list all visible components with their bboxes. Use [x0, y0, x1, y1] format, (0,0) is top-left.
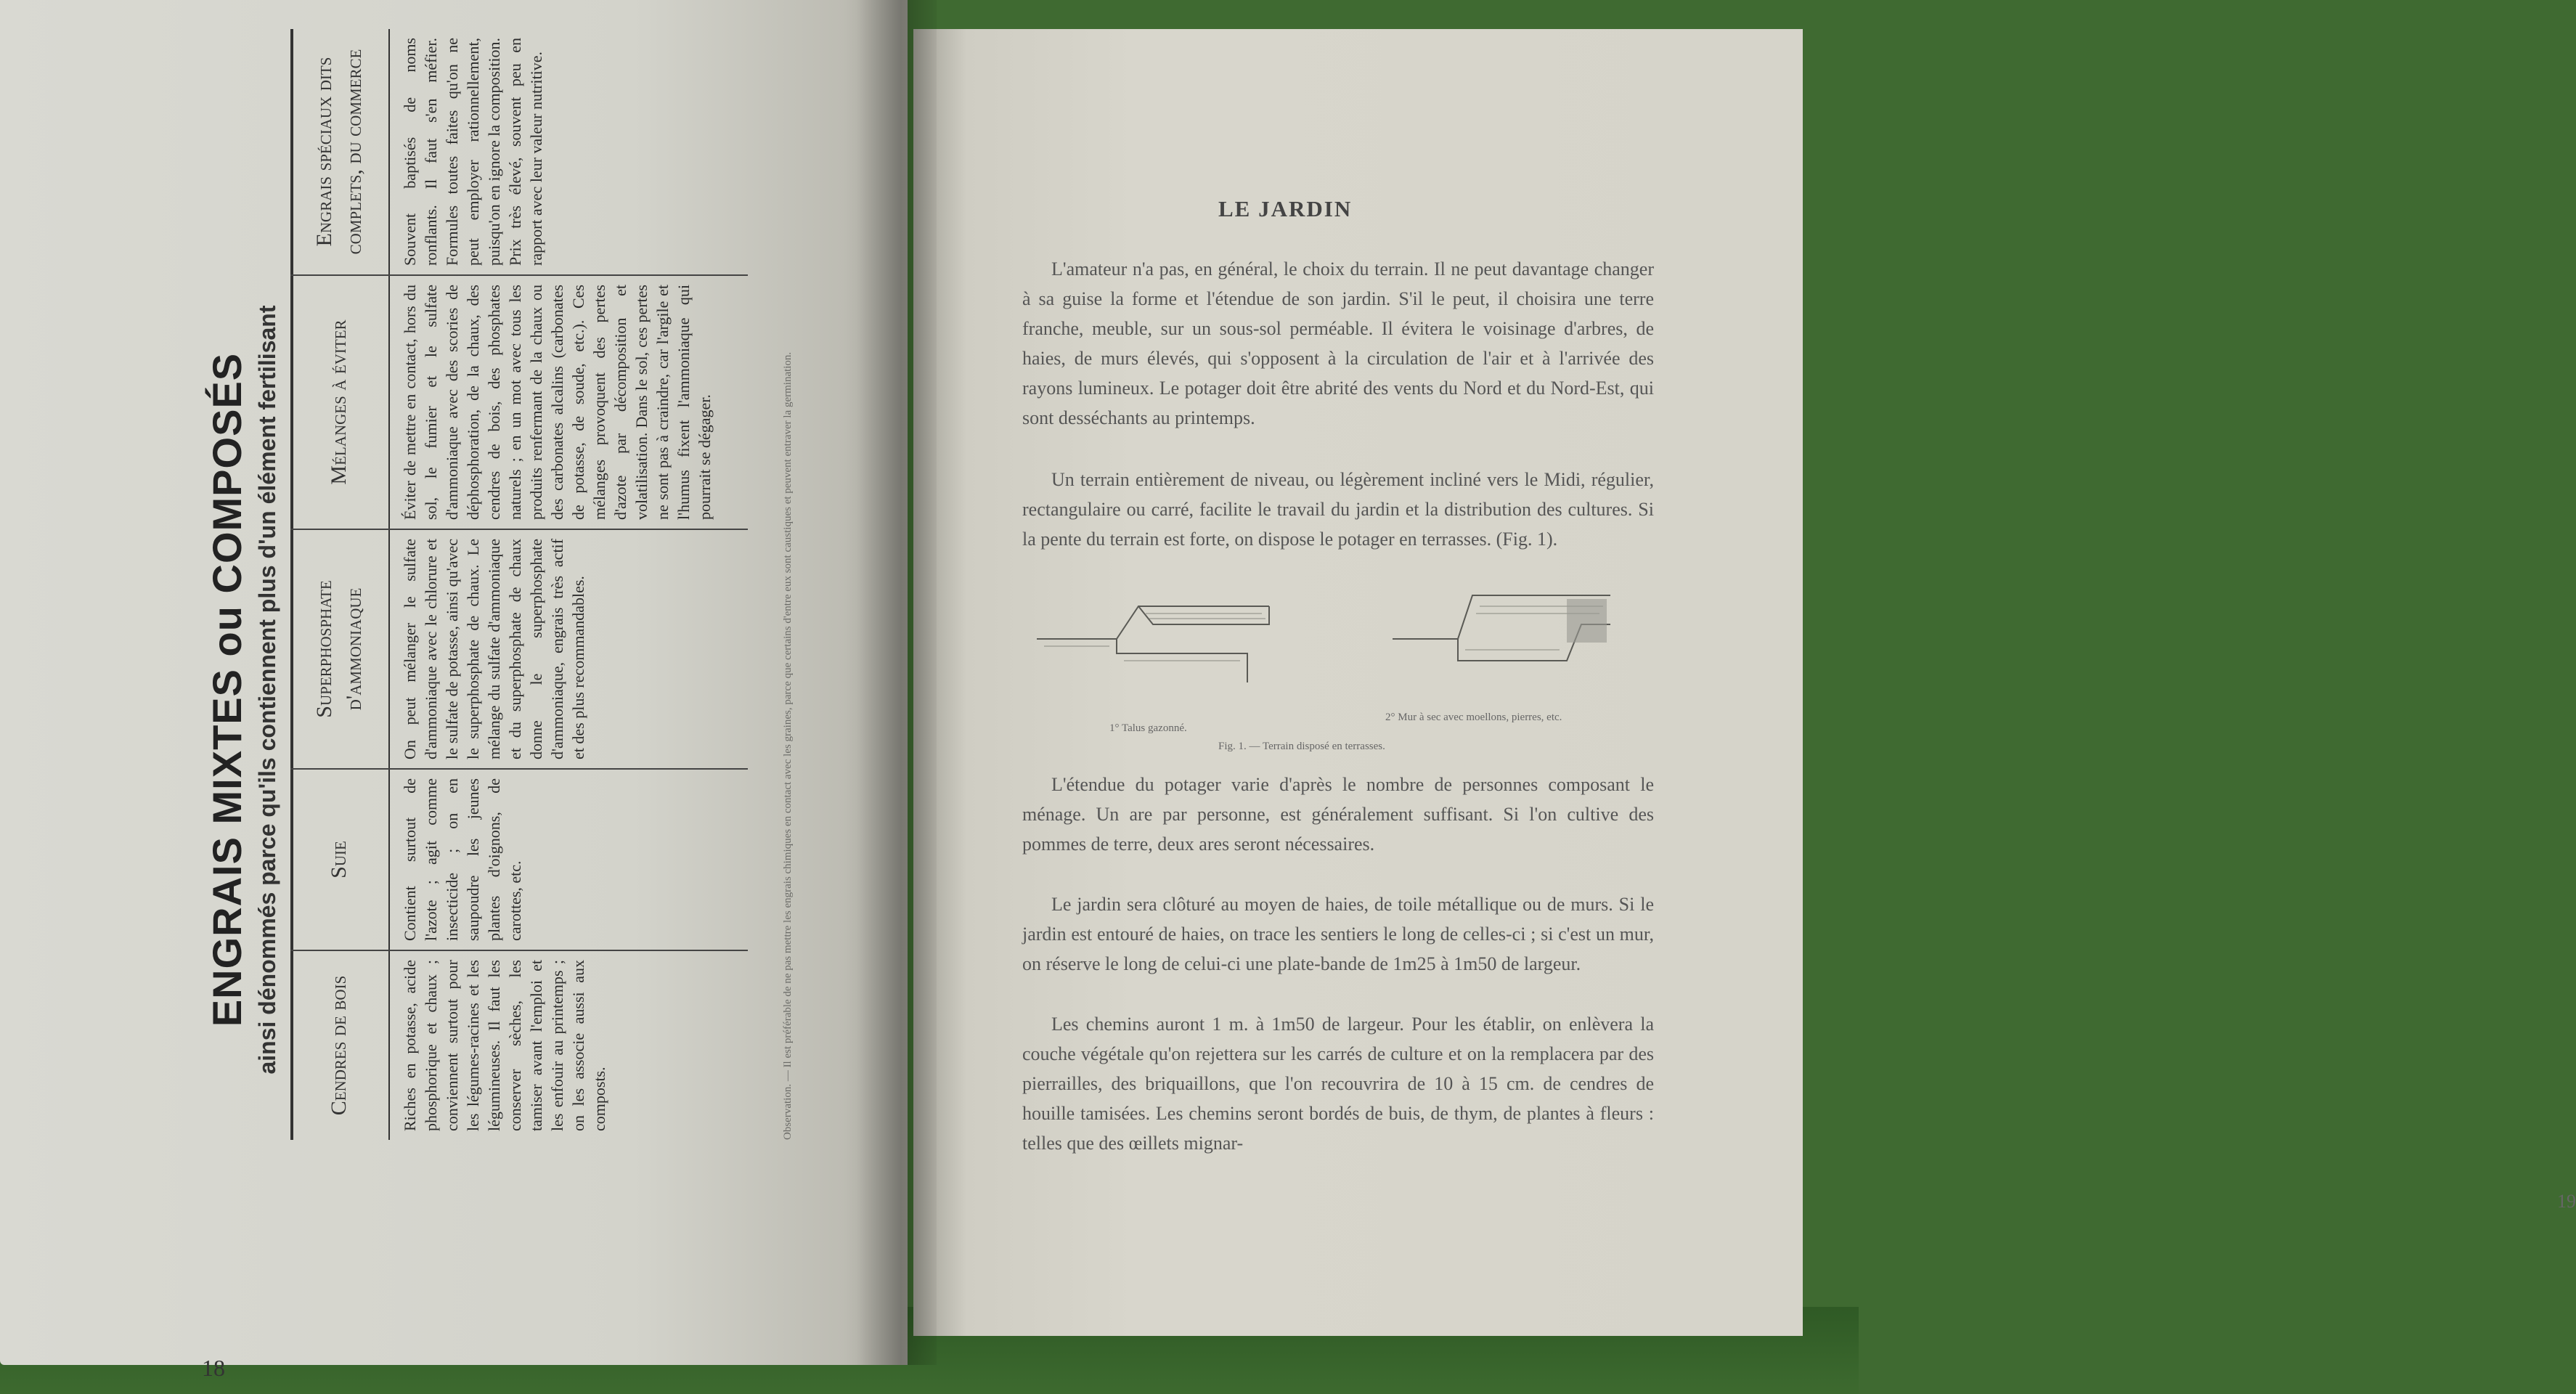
page-number-left: 18	[202, 1355, 225, 1381]
table-footnote: Observation. — Il est préférable de ne pas mettre les engrais chimiques en contact avec les graines, parce que certains d'entre eux sont caustiques et peuvent entraver la germination.	[782, 351, 794, 1140]
figure-caption: Fig. 1. — Terrain disposé en terrasses.	[1218, 741, 1385, 752]
paragraph-4: Le jardin sera clôturé au moyen de haies, de toile métallique ou de murs. Si le jardin est entouré de haies, on trace les sentiers le long de celles-ci ; si c'est un mur, on réserve le long de celui-ci une plate-bande de 1m25 à 1m50 de largeur.	[1022, 894, 1654, 974]
table-title: ENGRAIS MIXTES ou COMPOSÉS	[204, 352, 250, 1027]
paragraph-1: L'amateur n'a pas, en général, le choix du terrain. Il ne peut davantage changer à sa guise la forme et l'étendue de son jardin. S'il le peut, il choisira une terre franche, meuble, sur un sous-sol perméable. Il évitera le voisinage d'arbres, de haies, de murs élevés, qui s'opposent à la circulation de l'air et à l'arrivée des rayons lumineux. Le potager doit être abrité des vents du Nord et du Nord-Est, qui sont desséchants au printemps.	[1022, 258, 1654, 428]
header-suie: Suie	[327, 841, 351, 879]
book-gutter	[857, 0, 937, 1365]
cell-melanges-a-eviter: Éviter de mettre en contact, hors du sol, le fumier et le sulfate d'ammoniaque avec des scories de déphosphoration, de la chaux, des cendres de bois, des phosphates naturels ; en un mot avec tous les produits renfermant de la chaux ou des carbonates alcalins (carbonates de potasse, de soude, etc.). Ces mélanges provoquent des pertes d'azote par décomposition et volatilisation. Dans le sol, ces pertes ne sont pas à craindre, car l'argile et l'humus fixent l'ammoniaque qui pourrait se dégager.	[401, 285, 714, 520]
stone-wall	[1567, 599, 1607, 643]
right-page	[913, 29, 2576, 1336]
cell-suie: Contient surtout de l'azote ; agit comme insecticide ; on en saupoudre les jeunes plantes d'oignons, de carottes, etc.	[401, 778, 524, 941]
page-number-right: 19	[2557, 1191, 2576, 1212]
header-melanges-a-eviter: Mélanges à éviter	[327, 319, 351, 485]
talus-surface	[1138, 606, 1269, 624]
paragraph-2: Un terrain entièrement de niveau, ou légèrement incliné vers le Midi, régulier, rectangulaire ou carré, facilite le travail du jardin et la distribution des cultures. Si la pente du terrain est forte, on dispose le potager en terrasses. (Fig. 1).	[1022, 469, 1654, 550]
hatching-lines	[1044, 606, 1603, 661]
paragraph-3: L'étendue du potager varie d'après le nombre de personnes composant le ménage. Un are par personne, est généralement suffisant. Si l'on cultive des pommes de terre, deux ares seront nécessaires.	[1022, 774, 1654, 855]
cell-cendres-de-bois: Riches en potasse, acide phosphorique et chaux ; conviennent surtout pour les légumes-racines et les légumineuses. Il faut les conserver sèches, les tamiser avant l'emploi et les enfouir au printemps ; on les associe aussi aux composts.	[401, 960, 608, 1131]
cell-superphosphate: On peut mélanger le sulfate d'ammoniaque avec le chlorure et le sulfate de potasse, ainsi qu'avec le superphosphate de chaux. Le mélange du sulfate d'ammoniaque et du superphosphate de chaux donne le superphosphate d'ammoniaque, engrais très actif et des plus recommandables.	[401, 539, 587, 759]
header-cendres-de-bois: Cendres de bois	[327, 975, 351, 1116]
cell-engrais-speciaux: Souvent baptisés de noms ronflants. Il faut s'en méfier. Formules toutes faites qu'on ne peut employer rationnellement, puisqu'on en ignore la composition. Prix très élevé, souvent peu en rapport avec leur valeur nutritive.	[401, 38, 545, 266]
table-header-rule	[388, 29, 390, 1140]
fertilizer-table	[290, 29, 748, 1140]
terrace-figure	[1030, 581, 1647, 733]
rotated-table-block	[182, 22, 908, 1358]
talus-upper-line	[1037, 606, 1269, 639]
header-engrais-speciaux: Engrais spéciaux dits complets, du commerce	[312, 49, 366, 255]
figure-label-2: 2° Mur à sec avec moellons, pierres, etc.	[1385, 712, 1562, 723]
figure-label-1: 1° Talus gazonné.	[1109, 722, 1187, 734]
table-subtitle: ainsi dénommés parce qu'ils contiennent plus d'un élément fertilisant	[254, 305, 280, 1075]
header-superphosphate: Superphosphate d'ammoniaque	[312, 580, 366, 718]
paragraph-5: Les chemins auront 1 m. à 1m50 de largeur. Pour les établir, on enlèvera la couche végétale qu'on rejettera sur les carrés de culture et on la remplacera par des pierrailles, des briquaillons, que l'on recouvrira de 10 à 15 cm. de cendres de houille tamisées. Les chemins seront bordés de buis, de thym, de plantes à fleurs : telles que des œillets mignar-	[1022, 1014, 1654, 1154]
left-page	[0, 0, 908, 1381]
chapter-title: LE JARDIN	[1218, 196, 1353, 221]
